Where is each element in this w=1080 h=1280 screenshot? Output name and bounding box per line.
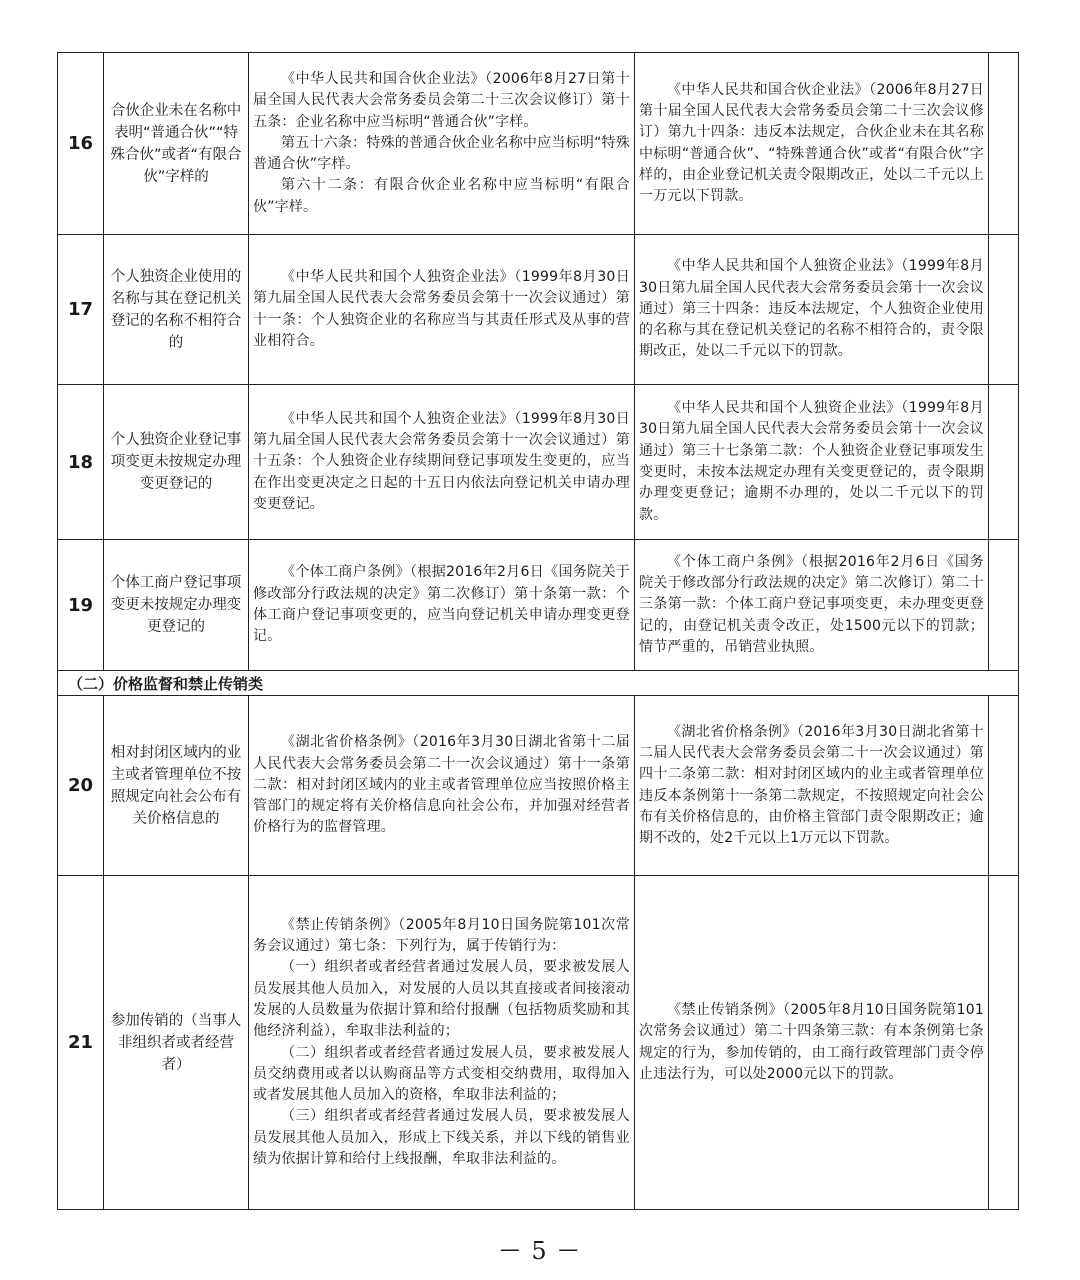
row-number: 16 [58, 53, 104, 235]
penalty-paragraph: 《禁止传销条例》（2005年8月10日国务院第101次常务会议通过）第二十四条第三款：有本条例第七条规定的行为，参加传销的，由工商行政管理部门责令停止违法行为，可以处2000元以下的罚款。 [639, 1001, 984, 1082]
legal-basis-paragraph: 《中华人民共和国个人独资企业法》（1999年8月30日第九届全国人民代表大会常务委员会第十一次会议通过）第十五条：个人独资企业存续期间登记事项发生变更的，应当在作出变更决定之日起的十五日内依法向登记机关申请办理变更登记。 [253, 410, 630, 512]
table-row [58, 876, 1019, 1210]
penalty-paragraph: 《中华人民共和国个人独资企业法》（1999年8月30日第九届全国人民代表大会常务委员会第十一次会议通过）第三十七条第二款：个人独资企业登记事项发生变更时，未按本法规定办理有关变更登记的，责令限期办理变更登记；逾期不办理的，处以二千元以下的罚款。 [639, 400, 984, 523]
violation-description: 个体工商户登记事项变更未按规定办理变更登记的 [104, 540, 249, 671]
table-row [58, 696, 1019, 876]
legal-basis [249, 540, 635, 671]
legal-basis [249, 385, 635, 540]
legal-basis-paragraph: 第五十六条：特殊的普通合伙企业名称中应当标明“特殊普通合伙”字样。 [253, 134, 630, 173]
legal-basis-paragraph: （一）组织者或者经营者通过发展人员，要求被发展人员发展其他人员加入，对发展的人员以其直接或者间接滚动发展的人员数量为依据计算和给付报酬（包括物质奖励和其他经济利益），牟取非法利益的； [253, 959, 630, 1040]
penalty-provision [635, 540, 989, 671]
page-number-value: 5 [531, 1237, 549, 1265]
legal-basis-paragraph: 《中华人民共和国合伙企业法》（2006年8月27日第十届全国人民代表大会常务委员会第二十三次会议修订）第十五条：企业名称中应当标明“普通合伙”字样。 [253, 70, 630, 130]
penalty-paragraph: 《中华人民共和国个人独资企业法》（1999年8月30日第九届全国人民代表大会常务委员会第十一次会议通过）第三十四条：违反本法规定，个人独资企业使用的名称与其在登记机关登记的名称不相符合的，责令限期改正，处以二千元以下的罚款。 [639, 258, 984, 360]
table-row [58, 235, 1019, 385]
row-number: 17 [58, 235, 104, 385]
blank-cell [989, 235, 1019, 385]
penalty-paragraph: 《中华人民共和国合伙企业法》（2006年8月27日第十届全国人民代表大会常务委员会第二十三次会议修订）第九十四条：违反本法规定，合伙企业未在其名称中标明“普通合伙”、“特殊普通合伙”或者“有限合伙”字样的，由企业登记机关责令限期改正，处以二千元以上一万元以下罚款。 [639, 81, 984, 205]
penalty-provision [635, 235, 989, 385]
page-dash-right: — [558, 1237, 581, 1261]
row-number: 20 [58, 696, 104, 876]
legal-basis [249, 696, 635, 876]
table-row [58, 53, 1019, 235]
blank-cell [989, 385, 1019, 540]
penalty-provision [635, 385, 989, 540]
violation-description: 个人独资企业使用的名称与其在登记机关登记的名称不相符合的 [104, 235, 249, 385]
page-number [0, 1237, 1080, 1265]
legal-basis-paragraph: （二）组织者或者经营者通过发展人员，要求被发展人员交纳费用或者以认购商品等方式变相交纳费用，取得加入或者发展其他人员加入的资格，牟取非法利益的； [253, 1044, 630, 1104]
blank-cell [989, 696, 1019, 876]
regulation-table-page [57, 52, 1018, 1210]
legal-basis-paragraph: 《中华人民共和国个人独资企业法》（1999年8月30日第九届全国人民代表大会常务委员会第十一次会议通过）第十一条：个人独资企业的名称应当与其责任形式及从事的营业相符合。 [253, 268, 630, 349]
row-number: 18 [58, 385, 104, 540]
penalty-paragraph: 《个体工商户条例》（根据2016年2月6日《国务院关于修改部分行政法规的决定》第二次修订）第二十三条第一款：个体工商户登记事项变更，未办理变更登记的，由登记机关责令改正，处1500元以下的罚款；情节严重的，吊销营业执照。 [639, 553, 984, 655]
legal-basis-paragraph: 《个体工商户条例》（根据2016年2月6日《国务院关于修改部分行政法规的决定》第二次修订）第十条第一款：个体工商户登记事项变更的，应当向登记机关申请办理变更登记。 [253, 564, 630, 645]
table-row [58, 385, 1019, 540]
section-header-row [58, 671, 1019, 696]
legal-basis-paragraph: （三）组织者或者经营者通过发展人员，要求被发展人员发展其他人员加入，形成上下线关系，并以下线的销售业绩为依据计算和给付上线报酬，牟取非法利益的。 [253, 1108, 630, 1167]
legal-basis-paragraph: 第六十二条：有限合伙企业名称中应当标明“有限合伙”字样。 [253, 177, 630, 215]
page-dash-left: — [499, 1237, 522, 1261]
blank-cell [989, 53, 1019, 235]
blank-cell [989, 540, 1019, 671]
row-number: 19 [58, 540, 104, 671]
violation-description: 参加传销的（当事人非组织者或者经营者） [104, 876, 249, 1210]
legal-basis-paragraph: 《湖北省价格条例》（2016年3月30日湖北省第十二届人民代表大会常务委员会第二十一次会议通过）第十一条第二款：相对封闭区域内的业主或者管理单位应当按照价格主管部门的规定将有关价格信息向社会公布，并加强对经营者价格行为的监督管理。 [253, 734, 630, 836]
legal-basis [249, 53, 635, 235]
penalty-provision [635, 876, 989, 1210]
violation-description: 个人独资企业登记事项变更未按规定办理变更登记的 [104, 385, 249, 540]
table-row [58, 540, 1019, 671]
row-number: 21 [58, 876, 104, 1210]
penalty-provision [635, 696, 989, 876]
regulation-table [57, 52, 1019, 1210]
blank-cell [989, 876, 1019, 1210]
penalty-paragraph: 《湖北省价格条例》（2016年3月30日湖北省第十二届人民代表大会常务委员会第二十一次会议通过）第四十二条第二款：相对封闭区域内的业主或者管理单位违反本条例第十一条第二款规定，不按照规定向社会公布有关价格信息的，由价格主管部门责令限期改正；逾期不改的，处2千元以上1万元以下罚款。 [639, 723, 984, 847]
penalty-provision [635, 53, 989, 235]
legal-basis-paragraph: 《禁止传销条例》（2005年8月10日国务院第101次常务会议通过）第七条：下列行为，属于传销行为： [253, 916, 630, 955]
violation-description: 合伙企业未在名称中表明“普通合伙”“特殊合伙”或者“有限合伙”字样的 [104, 53, 249, 235]
legal-basis [249, 876, 635, 1210]
legal-basis [249, 235, 635, 385]
violation-description: 相对封闭区域内的业主或者管理单位不按照规定向社会公布有关价格信息的 [104, 696, 249, 876]
section-title: （二）价格监督和禁止传销类 [58, 671, 1019, 696]
